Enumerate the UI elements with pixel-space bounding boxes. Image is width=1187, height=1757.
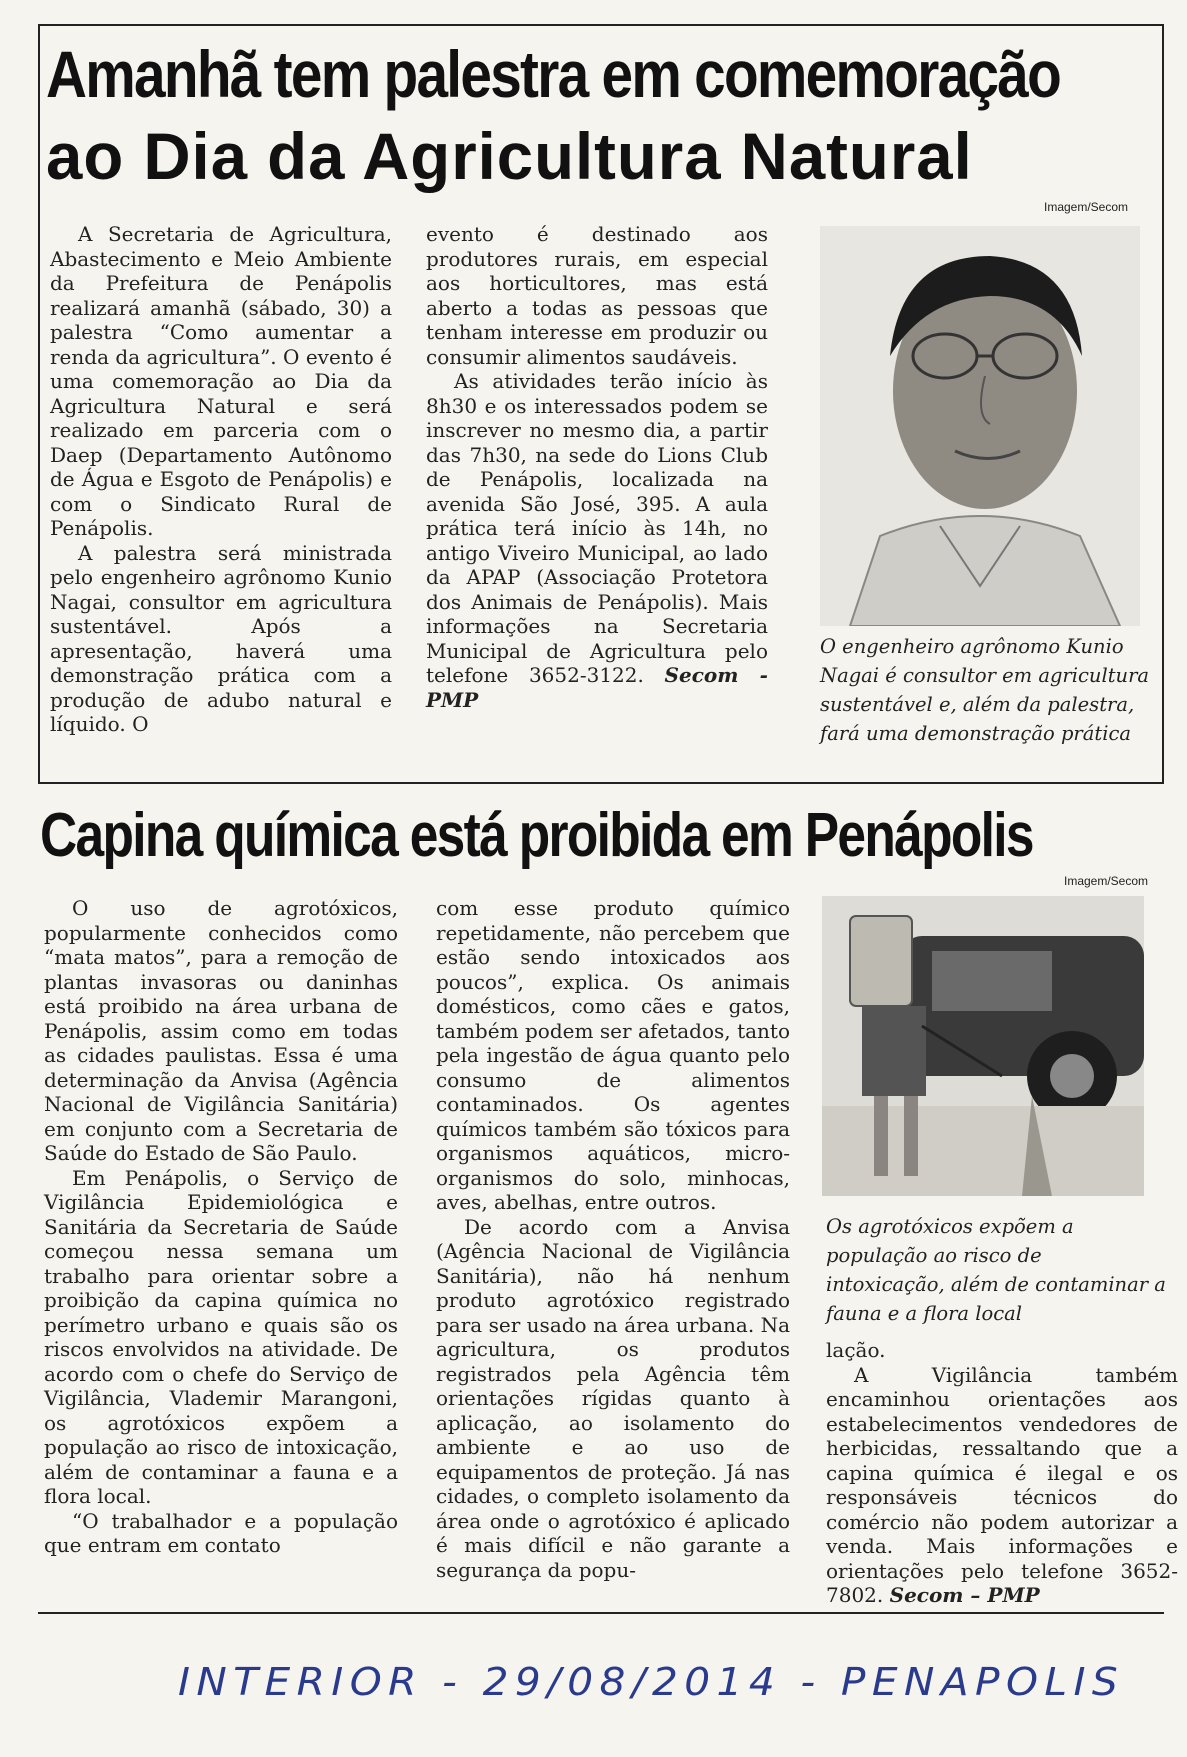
article2-column-2 [436, 896, 790, 1582]
paragraph: De acordo com a Anvisa (Agência Nacional de Vigilância Sanitária), não há nenhum produto agrotóxico registrado para ser usado na área urbana. Na agricultura, os produtos registrados pela Agência têm orientações rígidas quanto à aplicação, ao isolamento do ambiente e ao uso de equipamentos de proteção. Já nas cidades, o completo isolamento da área onde o agrotóxico é aplicado é mais difícil e não garante a segurança da popu- [436, 1214, 790, 1582]
paragraph: lação. [826, 1338, 886, 1362]
paragraph-text: A Vigilância também encaminhou orientações aos estabelecimentos vendedores de herbicidas, ressaltando que a capina química é ilegal e os responsáveis técnicos do comércio não podem autorizar a venda. Mais informações e orientações pelo telefone 3652-7802. [826, 1362, 1178, 1607]
article1-column-1 [50, 222, 392, 737]
paragraph: A Secretaria de Agricultura, Abastecimento e Meio Ambiente da Prefeitura de Penápolis realizará amanhã (sábado, 30) a palestra “Como aumentar a renda da agricultura”. O evento é uma comemoração ao Dia da Agricultura Natural e será realizado em parceria com o Daep (Departamento Autônomo de Água e Esgoto de Penápolis) e com o Sindicato Rural de Penápolis. [50, 222, 392, 540]
portrait-photo [820, 226, 1140, 626]
portrait-illustration [820, 226, 1140, 626]
pesticide-illustration [822, 896, 1144, 1196]
article1-column-2 [426, 222, 768, 712]
image-credit: Imagem/Secom [1064, 874, 1149, 888]
paragraph: A palestra será ministrada pelo engenheiro agrônomo Kunio Nagai, consultor em agricultura sustentável. Após a apresentação, haverá uma demonstração prática com a produção de adubo natural e líquido. O [50, 540, 392, 736]
bottom-rule [38, 1612, 1164, 1614]
handwritten-note: INTERIOR - 29/08/2014 - PENAPOLIS [178, 1660, 1125, 1704]
article2-column-3 [826, 1338, 1178, 1608]
headline-line-1: Amanhã tem palestra em comemoração [46, 37, 1061, 111]
article2-column-1 [44, 896, 398, 1558]
photo-caption: Os agrotóxicos expõem a população ao risco de intoxicação, além de contaminar a fauna e a flora local [826, 1215, 1166, 1325]
paragraph: com esse produto químico repetidamente, não percebem que estão sendo intoxicados aos poucos”, explica. Os animais domésticos, como cães e gatos, também podem ser afetados, tanto pela ingestão de água quanto pelo consumo de alimentos contaminados. Os agentes químicos também são tóxicos para organismos aquáticos, micro-organismos do solo, minhocas, aves, abelhas, entre outros. [436, 896, 790, 1214]
paragraph: “O trabalhador e a população que entram em contato [44, 1508, 398, 1557]
headline-line-2: ao Dia da Agricultura Natural [46, 119, 973, 193]
signature: Secom – PMP [889, 1583, 1040, 1607]
paragraph: O uso de agrotóxicos, popularmente conhecidos como “mata matos”, para a remoção de plantas invasoras ou daninhas está proibido na área urbana de Penápolis, assim como em todas as cidades paulistas. Essa é uma determinação da Anvisa (Agência Nacional de Vigilância Sanitária) em conjunto com a Secretaria de Saúde do Estado de São Paulo. [44, 896, 398, 1165]
paragraph [426, 369, 768, 712]
article-agricultura-natural [38, 24, 1164, 784]
paragraph [826, 1363, 1178, 1608]
paragraph-text: As atividades terão início às 8h30 e os interessados podem se inscrever no mesmo dia, a partir das 7h30, na sede do Lions Club de Penápolis, localizada na avenida São José, 395. A aula prática terá início às 14h, no antigo Viveiro Municipal, ao lado da APAP (Associação Protetora dos Animais de Penápolis). Mais informações na Secretaria Municipal de Agricultura pelo telefone 3652-3122. [426, 369, 768, 687]
photo-caption: O engenheiro agrônomo Kunio Nagai é consultor em agricultura sustentável e, além da palestra, fará uma demonstração prática [820, 635, 1150, 745]
image-credit: Imagem/Secom [1044, 200, 1129, 214]
pesticide-photo [822, 896, 1144, 1196]
signature: Secom - PMP [426, 663, 768, 712]
paragraph: Em Penápolis, o Serviço de Vigilância Epidemiológica e Sanitária da Secretaria de Saúde começou nessa semana um trabalho para orientar sobre a proibição da capina química no perímetro urbano e quais são os riscos envolvidos na atividade. De acordo com o chefe do Serviço de Vigilância, Vlademir Marangoni, os agrotóxicos expõem a população ao risco de intoxicação, além de contaminar a fauna e a flora local. [44, 1165, 398, 1508]
headline-capina: Capina química está proibida em Penápolis [40, 801, 1033, 870]
paragraph: evento é destinado aos produtores rurais, em especial aos horticultores, mas está aberto a todas as pessoas que tenham interesse em produzir ou consumir alimentos saudáveis. [426, 222, 768, 369]
